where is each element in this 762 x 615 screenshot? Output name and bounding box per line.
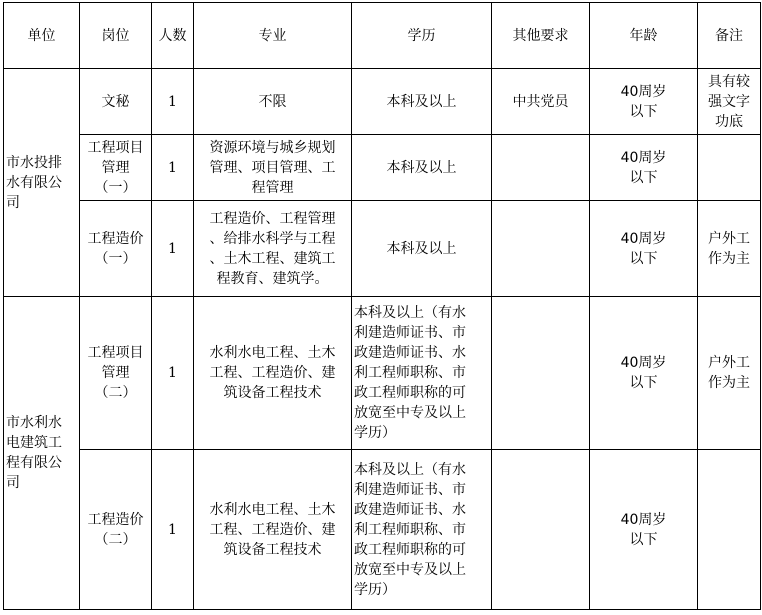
other-cell	[492, 201, 590, 297]
header-row	[4, 3, 761, 69]
unit-name: 市水投排 水有限公 司	[4, 69, 80, 297]
header-remark: 备注	[698, 3, 761, 69]
remark-cell: 户外工 作为主	[698, 297, 761, 450]
remark-cell	[698, 450, 761, 610]
header-other: 其他要求	[492, 3, 590, 69]
header-position: 岗位	[80, 3, 152, 69]
major-cell: 水利水电工程、土木 工程、工程造价、建 筑设备工程技术	[194, 297, 352, 450]
table-row	[4, 201, 761, 297]
table-row	[4, 450, 761, 610]
age-cell: 40周岁 以下	[590, 450, 698, 610]
header-major: 专业	[194, 3, 352, 69]
table-row	[4, 297, 761, 450]
education-cell: 本科及以上	[352, 201, 492, 297]
other-cell	[492, 135, 590, 201]
count-cell: 1	[152, 201, 194, 297]
education-cell: 本科及以上	[352, 69, 492, 135]
age-cell: 40周岁 以下	[590, 135, 698, 201]
age-cell: 40周岁 以下	[590, 297, 698, 450]
header-education: 学历	[352, 3, 492, 69]
recruitment-table	[3, 2, 761, 610]
count-cell: 1	[152, 69, 194, 135]
unit-name: 市水利水 电建筑工 程有限公 司	[4, 297, 80, 610]
header-unit: 单位	[4, 3, 80, 69]
position-cell: 工程项目 管理 （二）	[80, 297, 152, 450]
major-cell: 水利水电工程、土木 工程、工程造价、建 筑设备工程技术	[194, 450, 352, 610]
position-cell: 文秘	[80, 69, 152, 135]
table-row	[4, 69, 761, 135]
table-row	[4, 135, 761, 201]
education-cell: 本科及以上（有水 利建造师证书、市 政建造师证书、水 利工程师职称、市 政工程师职称的可 放宽至中专及以上 学历）	[352, 297, 492, 450]
major-cell: 工程造价、工程管理 、给排水科学与工程 、土木工程、建筑工 程教育、建筑学。	[194, 201, 352, 297]
education-cell: 本科及以上	[352, 135, 492, 201]
age-cell: 40周岁 以下	[590, 69, 698, 135]
remark-cell	[698, 135, 761, 201]
education-cell: 本科及以上（有水 利建造师证书、市 政建造师证书、水 利工程师职称、市 政工程师职称的可 放宽至中专及以上 学历）	[352, 450, 492, 610]
remark-cell: 户外工 作为主	[698, 201, 761, 297]
header-count: 人数	[152, 3, 194, 69]
count-cell: 1	[152, 297, 194, 450]
position-cell: 工程造价 （一）	[80, 201, 152, 297]
other-cell	[492, 450, 590, 610]
age-cell: 40周岁 以下	[590, 201, 698, 297]
header-age: 年龄	[590, 3, 698, 69]
other-cell	[492, 297, 590, 450]
major-cell: 不限	[194, 69, 352, 135]
other-cell: 中共党员	[492, 69, 590, 135]
remark-cell: 具有较 强文字 功底	[698, 69, 761, 135]
count-cell: 1	[152, 450, 194, 610]
position-cell: 工程造价 （二）	[80, 450, 152, 610]
count-cell: 1	[152, 135, 194, 201]
major-cell: 资源环境与城乡规划 管理、项目管理、工 程管理	[194, 135, 352, 201]
position-cell: 工程项目 管理 （一）	[80, 135, 152, 201]
